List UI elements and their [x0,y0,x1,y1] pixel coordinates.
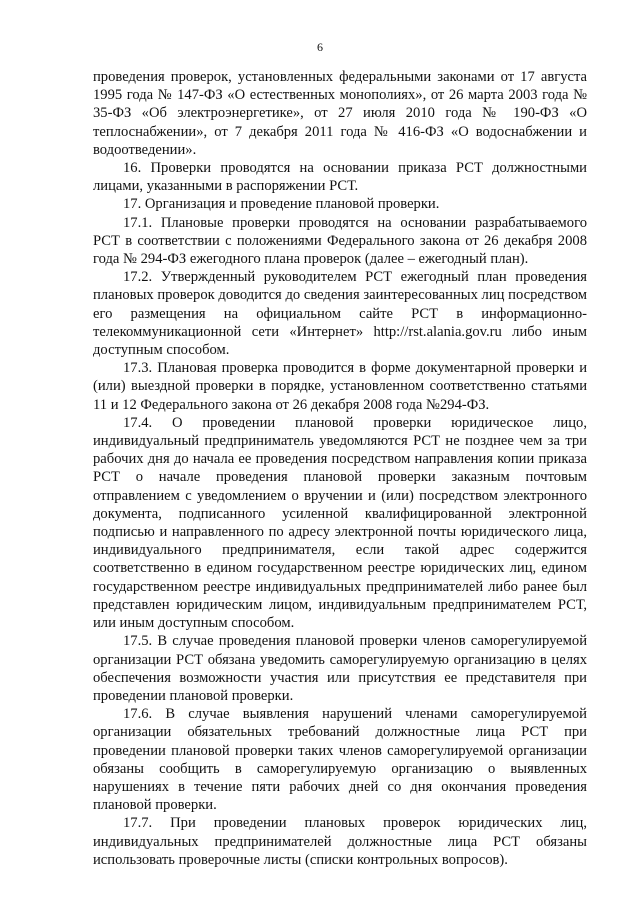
paragraph-17-5: 17.5. В случае проведения плановой проверки членов саморегулируемой организации РСТ обязана уведомить саморегулируемую организацию в целях обеспечения возможности участия или присутствия ее представителя при проведении плановой проверки. [93,633,587,704]
paragraph-16: 16. Проверки проводятся на основании приказа РСТ должностными лицами, указанными в распоряжении РСТ. [93,160,587,195]
paragraph-17-4: 17.4. О проведении плановой проверки юридическое лицо, индивидуальный предприниматель уведомляются РСТ не позднее чем за три рабочих дня до начала ее проведения посредством направления копии приказа РСТ о начале проведения плановой проверки заказным почтовым отправлением с уведомлением о вручении и (или) посредством электронного документа, подписанного усиленной квалифицированной электронной подписью и направленного по адресу электронной почты юридического лица, индивидуального предпринимателя, если такой адрес содержится соответственно в едином государственном реестре юридических лиц, едином государственном реестре индивидуальных предпринимателей либо ранее был представлен юридическим лицом, индивидуальным предпринимателем РСТ, или иным доступным способом. [93,414,587,632]
paragraph-17-7: 17.7. При проведении плановых проверок юридических лиц, индивидуальных предпринимателей должностные лица РСТ обязаны использовать проверочные листы (списки контрольных вопросов). [93,815,587,868]
paragraph-intro-continuation: проведения проверок, установленных федеральными законами от 17 августа 1995 года № 147-ФЗ «О естественных монополиях», от 26 марта 2003 года № 35-ФЗ «Об электроэнергетике», от 27 июля 2010 года № 190-ФЗ «О теплоснабжении», от 7 декабря 2011 года № 416-ФЗ «О водоснабжении и водоотведении». [93,69,587,158]
paragraph-17-6: 17.6. В случае выявления нарушений членами саморегулируемой организации обязательных требований должностные лица РСТ при проведении плановой проверки таких членов саморегулируемой организации обязаны сообщить в саморегулируемую организацию о выявленных нарушениях в течение пяти рабочих дней со дня окончания проведения плановой проверки. [93,706,587,814]
page-number: 6 [317,40,323,54]
paragraph-17: 17. Организация и проведение плановой проверки. [123,196,440,213]
paragraph-17-2: 17.2. Утвержденный руководителем РСТ ежегодный план проведения плановых проверок доводится до сведения заинтересованных лиц посредством его размещения на официальном сайте РСТ в информационно-телекоммуникационной сети «Интернет» http://rst.alania.gov.ru либо иным доступным способом. [93,269,587,359]
document-body [93,68,587,869]
paragraph-17-3: 17.3. Плановая проверка проводится в форме документарной проверки и (или) выездной проверки в порядке, установленном соответственно статьями 11 и 12 Федерального закона от 26 декабря 2008 года №294-ФЗ. [93,360,587,413]
paragraph-17-1: 17.1. Плановые проверки проводятся на основании разрабатываемого РСТ в соответствии с положениями Федерального закона от 26 декабря 2008 года № 294-ФЗ ежегодного плана проверок (далее – ежегодный план). [93,214,587,268]
